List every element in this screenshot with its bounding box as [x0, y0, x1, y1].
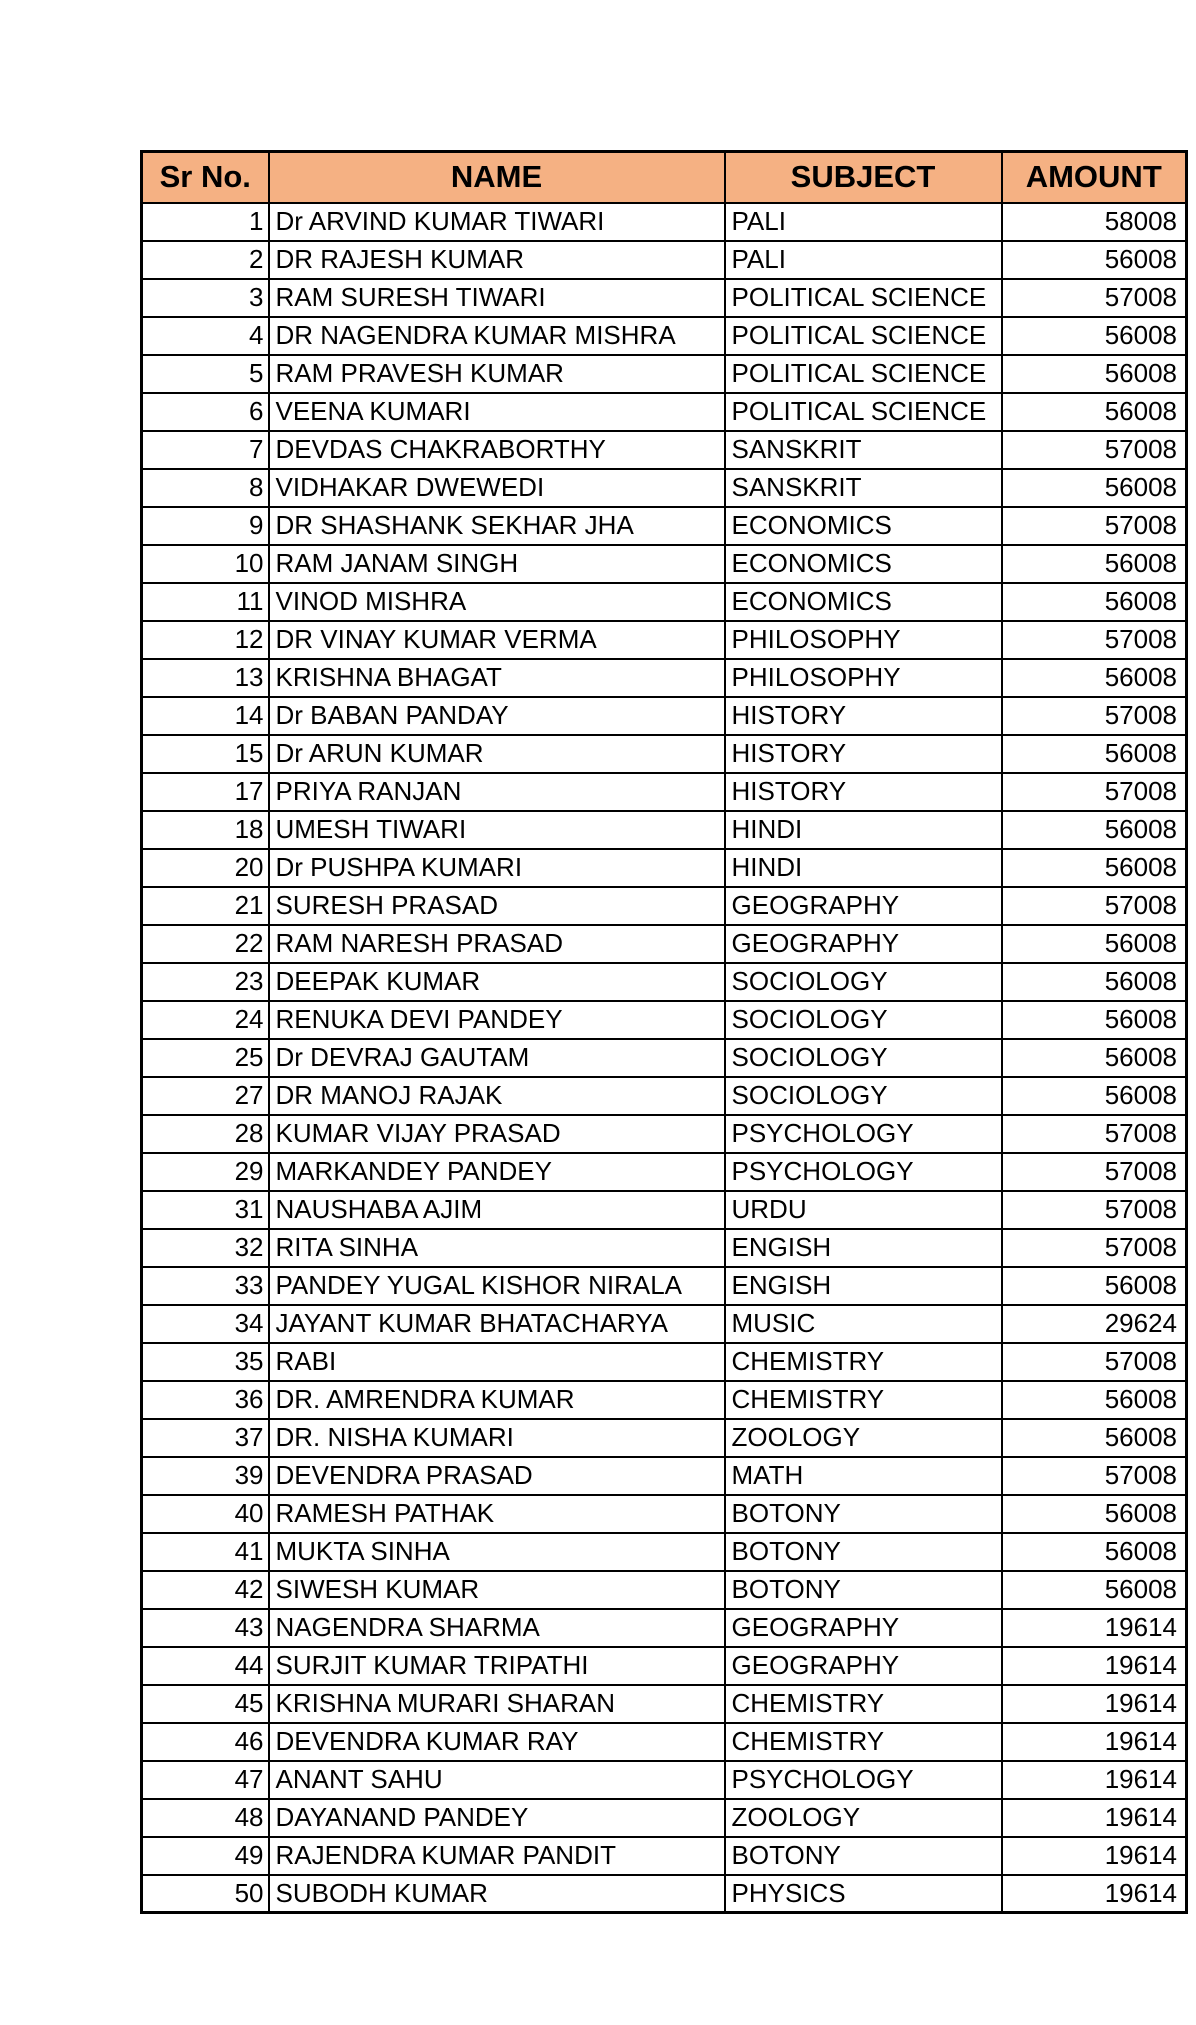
table-row: [142, 621, 1187, 659]
row-sr-no: 25: [142, 1039, 269, 1077]
row-subject: BOTONY: [725, 1571, 1002, 1609]
row-name: NAUSHABA AJIM: [269, 1191, 725, 1229]
row-subject: HINDI: [725, 811, 1002, 849]
row-amount: 56008: [1002, 355, 1187, 393]
row-amount: 19614: [1002, 1761, 1187, 1799]
row-subject: SOCIOLOGY: [725, 963, 1002, 1001]
row-subject: BOTONY: [725, 1495, 1002, 1533]
row-sr-no: 12: [142, 621, 269, 659]
row-name: Dr PUSHPA KUMARI: [269, 849, 725, 887]
row-subject: PHILOSOPHY: [725, 621, 1002, 659]
table-row: [142, 1533, 1187, 1571]
row-sr-no: 3: [142, 279, 269, 317]
table-row: [142, 1229, 1187, 1267]
row-name: DR MANOJ RAJAK: [269, 1077, 725, 1115]
row-subject: CHEMISTRY: [725, 1723, 1002, 1761]
row-subject: POLITICAL SCIENCE: [725, 355, 1002, 393]
row-sr-no: 45: [142, 1685, 269, 1723]
row-sr-no: 23: [142, 963, 269, 1001]
row-subject: PSYCHOLOGY: [725, 1761, 1002, 1799]
row-name: RAMESH PATHAK: [269, 1495, 725, 1533]
row-name: DEEPAK KUMAR: [269, 963, 725, 1001]
row-subject: ECONOMICS: [725, 545, 1002, 583]
header-name: NAME: [269, 152, 725, 203]
salary-table: [140, 150, 1188, 1914]
row-amount: 56008: [1002, 1039, 1187, 1077]
table-row: [142, 583, 1187, 621]
row-amount: 57008: [1002, 1115, 1187, 1153]
row-amount: 56008: [1002, 659, 1187, 697]
row-name: RAJENDRA KUMAR PANDIT: [269, 1837, 725, 1875]
table-row: [142, 203, 1187, 241]
row-sr-no: 29: [142, 1153, 269, 1191]
row-subject: POLITICAL SCIENCE: [725, 279, 1002, 317]
row-sr-no: 44: [142, 1647, 269, 1685]
row-amount: 57008: [1002, 1191, 1187, 1229]
row-amount: 56008: [1002, 925, 1187, 963]
row-amount: 58008: [1002, 203, 1187, 241]
row-name: DR NAGENDRA KUMAR MISHRA: [269, 317, 725, 355]
row-amount: 57008: [1002, 1457, 1187, 1495]
row-subject: PSYCHOLOGY: [725, 1153, 1002, 1191]
row-amount: 56008: [1002, 545, 1187, 583]
row-subject: CHEMISTRY: [725, 1381, 1002, 1419]
table-row: [142, 1343, 1187, 1381]
row-sr-no: 40: [142, 1495, 269, 1533]
row-sr-no: 5: [142, 355, 269, 393]
row-sr-no: 41: [142, 1533, 269, 1571]
row-amount: 56008: [1002, 1419, 1187, 1457]
table-row: [142, 431, 1187, 469]
row-name: KUMAR VIJAY PRASAD: [269, 1115, 725, 1153]
row-amount: 57008: [1002, 1229, 1187, 1267]
table-row: [142, 1609, 1187, 1647]
row-sr-no: 15: [142, 735, 269, 773]
header-amount: AMOUNT: [1002, 152, 1187, 203]
row-name: KRISHNA BHAGAT: [269, 659, 725, 697]
table-row: [142, 1115, 1187, 1153]
row-name: PRIYA RANJAN: [269, 773, 725, 811]
table-row: [142, 469, 1187, 507]
row-subject: SANSKRIT: [725, 431, 1002, 469]
row-amount: 19614: [1002, 1723, 1187, 1761]
row-name: DEVDAS CHAKRABORTHY: [269, 431, 725, 469]
row-name: JAYANT KUMAR BHATACHARYA: [269, 1305, 725, 1343]
row-sr-no: 22: [142, 925, 269, 963]
row-subject: PALI: [725, 241, 1002, 279]
row-sr-no: 20: [142, 849, 269, 887]
row-subject: ZOOLOGY: [725, 1799, 1002, 1837]
row-name: Dr ARUN KUMAR: [269, 735, 725, 773]
row-sr-no: 43: [142, 1609, 269, 1647]
row-amount: 56008: [1002, 1381, 1187, 1419]
row-subject: URDU: [725, 1191, 1002, 1229]
table-row: [142, 1799, 1187, 1837]
row-subject: SOCIOLOGY: [725, 1077, 1002, 1115]
row-amount: 56008: [1002, 317, 1187, 355]
row-sr-no: 4: [142, 317, 269, 355]
row-subject: HISTORY: [725, 735, 1002, 773]
table-row: [142, 279, 1187, 317]
row-sr-no: 37: [142, 1419, 269, 1457]
row-subject: BOTONY: [725, 1533, 1002, 1571]
row-subject: POLITICAL SCIENCE: [725, 317, 1002, 355]
row-name: SIWESH KUMAR: [269, 1571, 725, 1609]
table-row: [142, 1685, 1187, 1723]
table-row: [142, 507, 1187, 545]
table-row: [142, 1001, 1187, 1039]
row-amount: 57008: [1002, 507, 1187, 545]
table-header: [142, 152, 1187, 203]
row-name: RAM JANAM SINGH: [269, 545, 725, 583]
table-row: [142, 1837, 1187, 1875]
table-row: [142, 1267, 1187, 1305]
row-sr-no: 7: [142, 431, 269, 469]
row-name: DEVENDRA KUMAR RAY: [269, 1723, 725, 1761]
row-subject: HISTORY: [725, 773, 1002, 811]
row-sr-no: 13: [142, 659, 269, 697]
row-amount: 56008: [1002, 849, 1187, 887]
row-subject: ZOOLOGY: [725, 1419, 1002, 1457]
row-subject: PALI: [725, 203, 1002, 241]
row-amount: 57008: [1002, 621, 1187, 659]
row-amount: 56008: [1002, 1001, 1187, 1039]
header-row: [142, 152, 1187, 203]
table-row: [142, 393, 1187, 431]
row-subject: HISTORY: [725, 697, 1002, 735]
row-amount: 56008: [1002, 1495, 1187, 1533]
row-amount: 57008: [1002, 431, 1187, 469]
table-row: [142, 241, 1187, 279]
table-row: [142, 355, 1187, 393]
row-name: RAM PRAVESH KUMAR: [269, 355, 725, 393]
row-subject: MATH: [725, 1457, 1002, 1495]
table-row: [142, 1191, 1187, 1229]
row-amount: 57008: [1002, 697, 1187, 735]
row-subject: SOCIOLOGY: [725, 1039, 1002, 1077]
row-subject: SANSKRIT: [725, 469, 1002, 507]
table-row: [142, 773, 1187, 811]
row-name: MARKANDEY PANDEY: [269, 1153, 725, 1191]
row-amount: 19614: [1002, 1837, 1187, 1875]
row-subject: GEOGRAPHY: [725, 925, 1002, 963]
row-subject: ENGISH: [725, 1267, 1002, 1305]
row-name: MUKTA SINHA: [269, 1533, 725, 1571]
row-name: RABI: [269, 1343, 725, 1381]
row-subject: GEOGRAPHY: [725, 1647, 1002, 1685]
row-sr-no: 28: [142, 1115, 269, 1153]
table-body: [142, 203, 1187, 1913]
row-subject: PHILOSOPHY: [725, 659, 1002, 697]
row-name: KRISHNA MURARI SHARAN: [269, 1685, 725, 1723]
row-subject: PHYSICS: [725, 1875, 1002, 1913]
table-row: [142, 317, 1187, 355]
row-amount: 56008: [1002, 1533, 1187, 1571]
row-name: SURJIT KUMAR TRIPATHI: [269, 1647, 725, 1685]
row-amount: 19614: [1002, 1799, 1187, 1837]
row-sr-no: 48: [142, 1799, 269, 1837]
table-row: [142, 887, 1187, 925]
row-sr-no: 33: [142, 1267, 269, 1305]
row-name: UMESH TIWARI: [269, 811, 725, 849]
table-row: [142, 1571, 1187, 1609]
table-row: [142, 1723, 1187, 1761]
table-row: [142, 1875, 1187, 1913]
table-row: [142, 1077, 1187, 1115]
table-row: [142, 697, 1187, 735]
table-row: [142, 925, 1187, 963]
row-name: Dr DEVRAJ GAUTAM: [269, 1039, 725, 1077]
row-name: DR. AMRENDRA KUMAR: [269, 1381, 725, 1419]
row-sr-no: 24: [142, 1001, 269, 1039]
row-sr-no: 42: [142, 1571, 269, 1609]
table-row: [142, 1419, 1187, 1457]
row-amount: 56008: [1002, 811, 1187, 849]
row-sr-no: 9: [142, 507, 269, 545]
row-sr-no: 32: [142, 1229, 269, 1267]
row-subject: SOCIOLOGY: [725, 1001, 1002, 1039]
row-name: DR RAJESH KUMAR: [269, 241, 725, 279]
row-sr-no: 36: [142, 1381, 269, 1419]
salary-table-sheet: [140, 150, 1188, 1914]
row-sr-no: 49: [142, 1837, 269, 1875]
row-sr-no: 35: [142, 1343, 269, 1381]
row-amount: 56008: [1002, 735, 1187, 773]
row-sr-no: 17: [142, 773, 269, 811]
table-row: [142, 1647, 1187, 1685]
row-sr-no: 50: [142, 1875, 269, 1913]
row-amount: 19614: [1002, 1647, 1187, 1685]
table-row: [142, 1305, 1187, 1343]
row-sr-no: 27: [142, 1077, 269, 1115]
table-row: [142, 849, 1187, 887]
row-amount: 56008: [1002, 1571, 1187, 1609]
row-sr-no: 11: [142, 583, 269, 621]
row-sr-no: 6: [142, 393, 269, 431]
row-name: DEVENDRA PRASAD: [269, 1457, 725, 1495]
row-name: RITA SINHA: [269, 1229, 725, 1267]
row-amount: 56008: [1002, 393, 1187, 431]
row-amount: 56008: [1002, 583, 1187, 621]
row-sr-no: 46: [142, 1723, 269, 1761]
row-amount: 56008: [1002, 1267, 1187, 1305]
row-sr-no: 34: [142, 1305, 269, 1343]
row-sr-no: 1: [142, 203, 269, 241]
table-row: [142, 1039, 1187, 1077]
table-row: [142, 1381, 1187, 1419]
row-name: RAM SURESH TIWARI: [269, 279, 725, 317]
row-subject: MUSIC: [725, 1305, 1002, 1343]
row-name: SURESH PRASAD: [269, 887, 725, 925]
row-subject: POLITICAL SCIENCE: [725, 393, 1002, 431]
table-row: [142, 659, 1187, 697]
row-name: PANDEY YUGAL KISHOR NIRALA: [269, 1267, 725, 1305]
table-row: [142, 735, 1187, 773]
row-sr-no: 10: [142, 545, 269, 583]
row-subject: HINDI: [725, 849, 1002, 887]
row-subject: CHEMISTRY: [725, 1343, 1002, 1381]
row-subject: ECONOMICS: [725, 583, 1002, 621]
row-sr-no: 31: [142, 1191, 269, 1229]
row-subject: GEOGRAPHY: [725, 887, 1002, 925]
row-name: ANANT SAHU: [269, 1761, 725, 1799]
row-subject: CHEMISTRY: [725, 1685, 1002, 1723]
row-amount: 19614: [1002, 1685, 1187, 1723]
row-sr-no: 21: [142, 887, 269, 925]
table-row: [142, 963, 1187, 1001]
row-sr-no: 2: [142, 241, 269, 279]
row-amount: 57008: [1002, 279, 1187, 317]
row-name: NAGENDRA SHARMA: [269, 1609, 725, 1647]
table-row: [142, 1153, 1187, 1191]
row-amount: 56008: [1002, 241, 1187, 279]
row-name: Dr ARVIND KUMAR TIWARI: [269, 203, 725, 241]
table-row: [142, 1495, 1187, 1533]
table-row: [142, 1761, 1187, 1799]
row-name: VIDHAKAR DWEWEDI: [269, 469, 725, 507]
row-name: DR VINAY KUMAR VERMA: [269, 621, 725, 659]
row-amount: 19614: [1002, 1609, 1187, 1647]
row-name: Dr BABAN PANDAY: [269, 697, 725, 735]
row-subject: GEOGRAPHY: [725, 1609, 1002, 1647]
header-sr-no: Sr No.: [142, 152, 269, 203]
row-amount: 19614: [1002, 1875, 1187, 1913]
table-row: [142, 1457, 1187, 1495]
row-subject: BOTONY: [725, 1837, 1002, 1875]
row-name: VEENA KUMARI: [269, 393, 725, 431]
row-name: DR. NISHA KUMARI: [269, 1419, 725, 1457]
row-amount: 57008: [1002, 773, 1187, 811]
row-sr-no: 47: [142, 1761, 269, 1799]
row-amount: 57008: [1002, 1343, 1187, 1381]
row-sr-no: 8: [142, 469, 269, 507]
header-subject: SUBJECT: [725, 152, 1002, 203]
row-amount: 56008: [1002, 1077, 1187, 1115]
row-name: DAYANAND PANDEY: [269, 1799, 725, 1837]
row-sr-no: 39: [142, 1457, 269, 1495]
row-amount: 29624: [1002, 1305, 1187, 1343]
row-amount: 56008: [1002, 963, 1187, 1001]
row-subject: ENGISH: [725, 1229, 1002, 1267]
row-name: DR SHASHANK SEKHAR JHA: [269, 507, 725, 545]
row-subject: ECONOMICS: [725, 507, 1002, 545]
table-row: [142, 811, 1187, 849]
row-name: SUBODH KUMAR: [269, 1875, 725, 1913]
row-sr-no: 18: [142, 811, 269, 849]
row-name: RAM NARESH PRASAD: [269, 925, 725, 963]
row-sr-no: 14: [142, 697, 269, 735]
table-row: [142, 545, 1187, 583]
row-subject: PSYCHOLOGY: [725, 1115, 1002, 1153]
row-amount: 56008: [1002, 469, 1187, 507]
row-amount: 57008: [1002, 1153, 1187, 1191]
row-name: VINOD MISHRA: [269, 583, 725, 621]
row-name: RENUKA DEVI PANDEY: [269, 1001, 725, 1039]
row-amount: 57008: [1002, 887, 1187, 925]
